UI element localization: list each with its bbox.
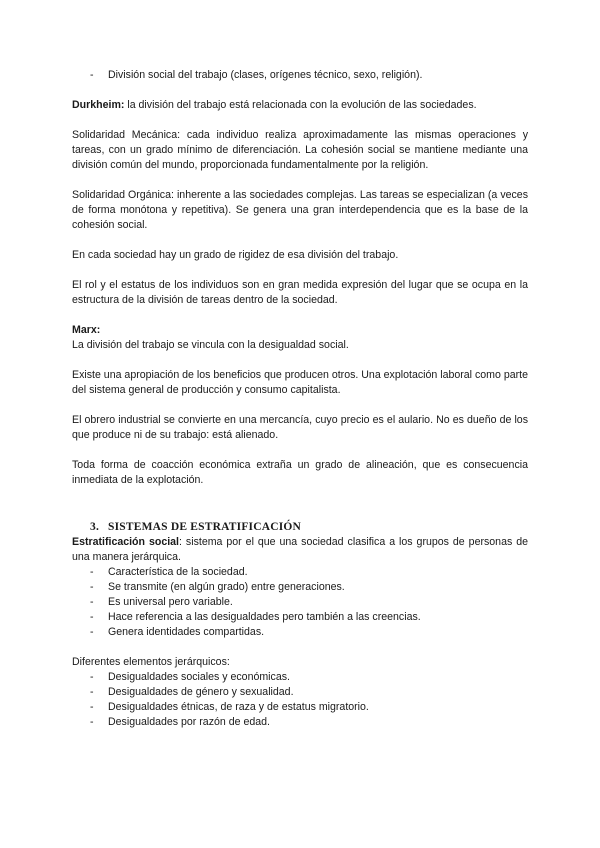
bullet-dash: - bbox=[90, 701, 94, 713]
durkheim-paragraph bbox=[72, 98, 528, 113]
marx-label: Marx: bbox=[72, 324, 101, 336]
rigidez-paragraph: En cada sociedad hay un grado de rigidez de esa división del trabajo. bbox=[72, 249, 399, 261]
apropiacion-paragraph: Existe una apropiación de los beneficios que producen otros. Una explotación laboral como parte del sistema general de producción y consumo capitalista. bbox=[72, 369, 528, 396]
section-number: 3. bbox=[90, 521, 100, 533]
coaccion-paragraph: Toda forma de coacción económica extraña un grado de alineación, que es consecuencia inmediata de la explotación. bbox=[72, 459, 528, 486]
section-title: SISTEMAS DE ESTRATIFICACIÓN bbox=[108, 521, 302, 533]
list-item-text: Desigualdades por razón de edad. bbox=[108, 716, 270, 728]
document-page bbox=[72, 68, 528, 730]
obrero-paragraph: El obrero industrial se convierte en una mercancía, cuyo precio es el aulario. No es dueño de los que produce ni de su trabajo: está alienado. bbox=[72, 414, 528, 441]
estratificacion-definition bbox=[72, 535, 528, 565]
marx-paragraph: La división del trabajo se vincula con la desigualdad social. bbox=[72, 339, 349, 351]
bullet-dash: - bbox=[90, 596, 94, 608]
elementos-intro: Diferentes elementos jerárquicos: bbox=[72, 656, 230, 668]
list-item bbox=[72, 700, 528, 715]
list-item-text: Es universal pero variable. bbox=[108, 596, 233, 608]
durkheim-label: Durkheim: bbox=[72, 99, 125, 111]
durkheim-text: la división del trabajo está relacionada con la evolución de las sociedades. bbox=[124, 99, 477, 111]
estratificacion-list bbox=[72, 565, 528, 640]
estratificacion-label: Estratificación social bbox=[72, 536, 180, 548]
list-item bbox=[72, 68, 528, 83]
bullet-dash: - bbox=[90, 686, 94, 698]
list-item bbox=[72, 565, 528, 580]
list-item-text: Genera identidades compartidas. bbox=[108, 626, 265, 638]
list-item bbox=[72, 685, 528, 700]
list-item bbox=[72, 625, 528, 640]
bullet-dash: - bbox=[90, 626, 94, 638]
bullet-dash: - bbox=[90, 671, 94, 683]
list-item bbox=[72, 610, 528, 625]
list-item bbox=[72, 595, 528, 610]
solidaridad-mecanica-paragraph: Solidaridad Mecánica: cada individuo realiza aproximadamente las mismas operaciones y tareas, con un grado mínimo de diferenciación. La cohesión social se mantiene mediante una división común del mundo, proporcionada fundamentalmente por la religión. bbox=[72, 129, 528, 171]
list-item-text: División social del trabajo (clases, orígenes técnico, sexo, religión). bbox=[108, 69, 423, 81]
bullet-dash: - bbox=[90, 566, 94, 578]
list-item-text: Desigualdades sociales y económicas. bbox=[108, 671, 290, 683]
bullet-dash: - bbox=[90, 611, 94, 623]
rol-paragraph: El rol y el estatus de los individuos son en gran medida expresión del lugar que se ocupa en la estructura de la división de tareas dentro de la sociedad. bbox=[72, 279, 528, 306]
marx-label-line bbox=[72, 323, 528, 338]
solidaridad-organica-paragraph: Solidaridad Orgánica: inherente a las sociedades complejas. Las tareas se especializan (a veces de forma monótona y repetitiva). Se genera una gran interdependencia que es la base de la cohesión social. bbox=[72, 189, 528, 231]
bullet-dash: - bbox=[90, 581, 94, 593]
bullet-dash: - bbox=[90, 69, 94, 81]
list-item bbox=[72, 670, 528, 685]
elementos-list bbox=[72, 670, 528, 730]
list-item bbox=[72, 715, 528, 730]
list-item-text: Desigualdades de género y sexualidad. bbox=[108, 686, 294, 698]
list-item-text: Hace referencia a las desigualdades pero también a las creencias. bbox=[108, 611, 421, 623]
list-item-text: Característica de la sociedad. bbox=[108, 566, 248, 578]
list-item-text: Desigualdades étnicas, de raza y de estatus migratorio. bbox=[108, 701, 369, 713]
bullet-dash: - bbox=[90, 716, 94, 728]
estratificacion-text: : sistema por el que una sociedad clasifica a los grupos de personas de una manera jerárquica. bbox=[72, 536, 529, 563]
section-heading bbox=[72, 520, 528, 535]
list-item bbox=[72, 580, 528, 595]
list-item-text: Se transmite (en algún grado) entre generaciones. bbox=[108, 581, 345, 593]
